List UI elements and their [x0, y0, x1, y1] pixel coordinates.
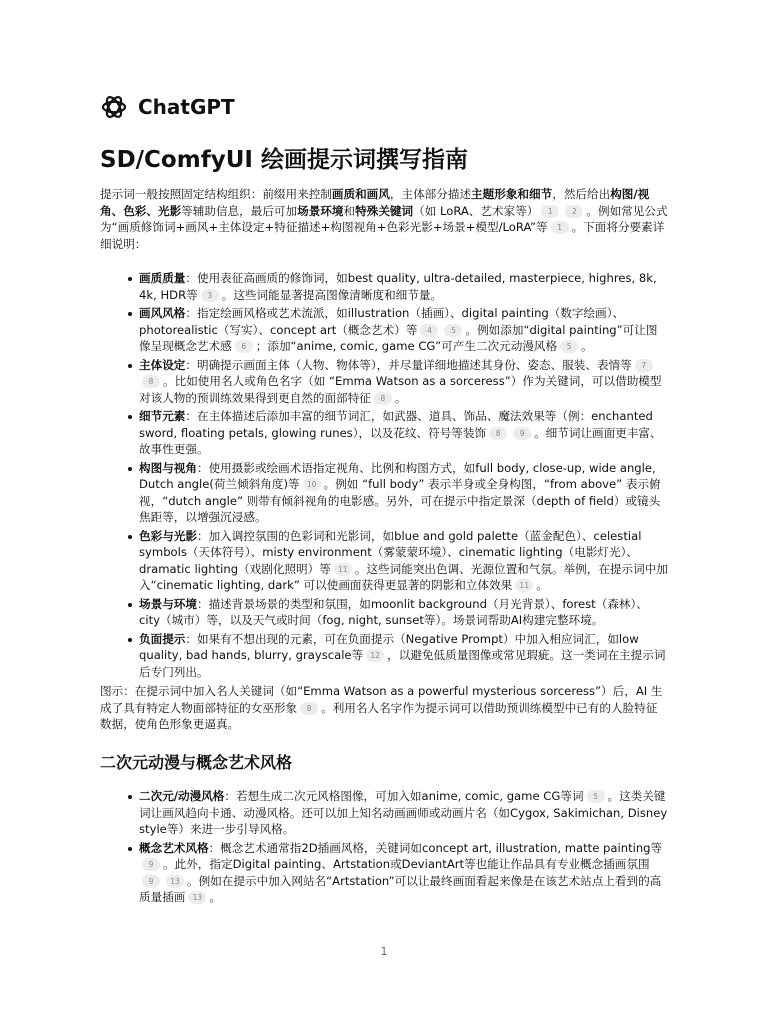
list-item — [100, 357, 668, 407]
bold-term: 负面提示 — [139, 631, 186, 646]
bold-term: 细节元素 — [139, 409, 186, 423]
citation-badge[interactable]: 8 — [300, 702, 318, 715]
text-run: 。例如在提示中加入网站名“Artstation”可以让最终画面看起来像是在该艺术站点上看到的高质量插画 — [139, 873, 662, 904]
element-list-block — [100, 270, 668, 682]
text-run: 。 — [581, 339, 593, 353]
text-run: 图示：在提示词中加入名人关键词（如“Emma Watson as a powerful mysterious sorceress”）后，AI 生成了具有特定人物面部特征的女巫形象 — [100, 684, 663, 715]
citation-badge[interactable]: 1 — [551, 221, 569, 234]
bold-term: 构图/视角、色彩、光影 — [100, 187, 650, 218]
citation-badge[interactable]: 2 — [565, 205, 583, 218]
intro-block — [100, 186, 668, 252]
list-item — [100, 528, 668, 594]
text-run: 。这些词能突出色调、光源位置和气氛。举例，在提示词中加入“cinematic lighting, dark” 可以使画面获得更显著的阴影和立体效果 — [139, 561, 668, 592]
list-item — [100, 305, 668, 355]
list-item — [100, 631, 668, 681]
element-list — [100, 270, 668, 680]
citation-badge[interactable]: 6 — [235, 340, 253, 353]
openai-logo-icon — [100, 93, 128, 121]
text-run: 。例如 “full body” 表示半身或全身构图，“from above” 表示俯视，“dutch angle” 则带有倾斜视角的电影感。另外，可在提示中指定景深（depth of field）或镜头焦距等，以增强沉浸感。 — [139, 477, 661, 524]
text-run: ：指定绘画风格或艺术流派，如illustration（插画）、digital painting（数字绘画）、photorealistic（写实）、concept art（概念艺术）等 — [139, 306, 625, 337]
text-run: 。 — [209, 890, 221, 904]
intro-paragraph — [100, 186, 668, 252]
citation-badge[interactable]: 5 — [444, 324, 462, 337]
bold-term: 画质和画风 — [331, 187, 390, 201]
text-run: ：在主体描述后添加丰富的细节词汇，如武器、道具、饰品、魔法效果等（例：enchanted sword, floating petals, glowing runes），以及花纹、符号等装饰 — [139, 409, 653, 440]
citation-badge[interactable]: 13 — [188, 891, 206, 904]
text-run: 。这些词能显著提高图像清晰度和细节量。 — [221, 287, 443, 302]
text-run: ：加入调控氛围的色彩词和光影词，如blue and gold palette（蓝金配色）、celestial symbols（天体符号）、misty environment（雾蒙蒙环境）、cinematic lighting（电影灯光）、dramatic lighting（戏剧化照明）等 — [139, 528, 642, 576]
citation-badge[interactable]: 11 — [334, 563, 352, 576]
text-run: ：明确提示画面主体（人物、物体等），并尽量详细地描述其身份、姿态、服装、表情等 — [185, 357, 632, 372]
citation-badge[interactable]: 11 — [515, 579, 533, 592]
text-run: （如 LoRA、艺术家等） — [413, 203, 539, 218]
text-run: ；添加“anime, comic, game CG”可产生二次元动漫风格 — [255, 339, 558, 353]
text-run: ：概念艺术通常指2D插画风格，关键词如concept art, illustration, matte painting等 — [208, 840, 663, 855]
citation-badge[interactable]: 8 — [489, 427, 507, 440]
list-item — [100, 460, 668, 526]
citation-badge[interactable]: 5 — [560, 340, 578, 353]
list-item — [100, 270, 668, 303]
text-run: 。下面将分要素详细说明： — [100, 220, 665, 251]
bold-term: 特殊关键词 — [355, 203, 414, 218]
section-heading: 二次元动漫与概念艺术风格 — [100, 753, 293, 772]
text-run: 。这类关键词让画风趋向卡通、动漫风格。还可以加上知名动画画师或动画片名（如Cygox, Sakimichan, Disney style等）来进一步引导风格。 — [139, 789, 668, 836]
citation-badge[interactable]: 10 — [303, 478, 321, 491]
document-title: SD/ComfyUI 绘画提示词撰写指南 — [100, 147, 468, 173]
chatgpt-logo — [100, 93, 235, 121]
text-run: ：使用摄影或绘画术语指定视角、比例和构图方式，如full body, close-up, wide angle, Dutch angle(荷兰倾斜角度)等 — [139, 460, 656, 491]
text-run: 和 — [343, 203, 356, 218]
style-list-block — [100, 788, 668, 908]
text-run: 。细节词让画面更丰富、故事性更强。 — [139, 425, 662, 456]
figure-note-block — [100, 683, 668, 733]
text-run: ，以避免低质量图像或常见瑕疵。这一类词在主提示词后专门列出。 — [139, 648, 666, 679]
text-run: ：若想生成二次元风格图像，可加入如anime, comic, game CG等词 — [224, 789, 584, 803]
citation-badge[interactable]: 8 — [374, 392, 392, 405]
citation-badge[interactable]: 12 — [366, 649, 384, 662]
bold-term: 色彩与光影 — [139, 528, 197, 543]
citation-badge[interactable]: 3 — [201, 289, 219, 302]
page-number: 1 — [380, 945, 388, 958]
citation-badge[interactable]: 13 — [166, 875, 184, 888]
citation-badge[interactable]: 5 — [587, 790, 605, 803]
text-run: 提示词一般按照固定结构组织：前缀用来控制 — [100, 187, 332, 201]
text-run: 。比如使用名人或角色名字（如 “Emma Watson as a sorceress”）作为关键词，可以借助模型对该人物的预训练效果得到更自然的面部特征 — [139, 374, 662, 405]
text-run: ，然后给出 — [552, 187, 611, 201]
bold-term: 构图与视角 — [139, 460, 197, 475]
text-run: 。例如添加“digital painting”可让图像呈现概念艺术感 — [139, 322, 658, 353]
list-item — [100, 408, 668, 458]
citation-badge[interactable]: 1 — [541, 205, 559, 218]
citation-badge[interactable]: 9 — [513, 427, 531, 440]
text-run: 。 — [536, 578, 548, 592]
text-run: 。例如常见公式为“画质修饰词+画风+主体设定+特征描述+构图视角+色彩光影+场景+模型/LoRA”等 — [100, 203, 668, 234]
bold-term: 主体设定 — [139, 357, 186, 372]
text-run: 。 — [394, 390, 407, 405]
list-item — [100, 840, 668, 906]
brand-name: ChatGPT — [138, 95, 235, 119]
bold-term: 场景与环境 — [139, 596, 197, 611]
text-run: ：如果有不想出现的元素，可在负面提示（Negative Prompt）中加入相应词汇，如low quality, bad hands, blurry, grayscale等 — [139, 631, 639, 662]
citation-badge[interactable]: 9 — [142, 858, 160, 871]
list-item — [100, 596, 668, 629]
text-run: ：使用表征高画质的修饰词，如best quality, ultra-detailed, masterpiece, highres, 8k, 4k, HDR等 — [139, 271, 657, 302]
figure-note — [100, 683, 668, 733]
text-run: ，主体部分描述 — [389, 187, 472, 201]
bold-term: 概念艺术风格 — [139, 840, 209, 855]
citation-badge[interactable]: 4 — [420, 324, 438, 337]
citation-badge[interactable]: 9 — [142, 875, 160, 888]
citation-badge[interactable]: 8 — [142, 375, 160, 388]
text-run: 。此外，指定Digital painting、Artstation或DeviantArt等也能让作品具有专业概念插画氛围 — [163, 857, 650, 871]
bold-term: 场景环境 — [297, 203, 344, 218]
bold-term: 画质质量 — [139, 271, 186, 285]
style-list — [100, 788, 668, 906]
bold-term: 画风风格 — [139, 306, 186, 320]
text-run: 。利用名人名字作为提示词可以借助预训练模型中已有的人脸特征数据，使角色形象更逼真。 — [100, 700, 658, 731]
list-item — [100, 788, 668, 838]
text-run: 等辅助信息，最后可加 — [181, 203, 298, 218]
bold-term: 主题形象和细节 — [471, 187, 553, 201]
text-run: ：描述背景场景的类型和氛围，如moonlit background（月光背景）、forest（森林）、city（城市）等，以及天气或时间（fog, night, sunset等）。场景词帮助AI构建完整环境。 — [139, 596, 648, 627]
bold-term: 二次元/动漫风格 — [139, 789, 225, 803]
citation-badge[interactable]: 7 — [635, 359, 653, 372]
